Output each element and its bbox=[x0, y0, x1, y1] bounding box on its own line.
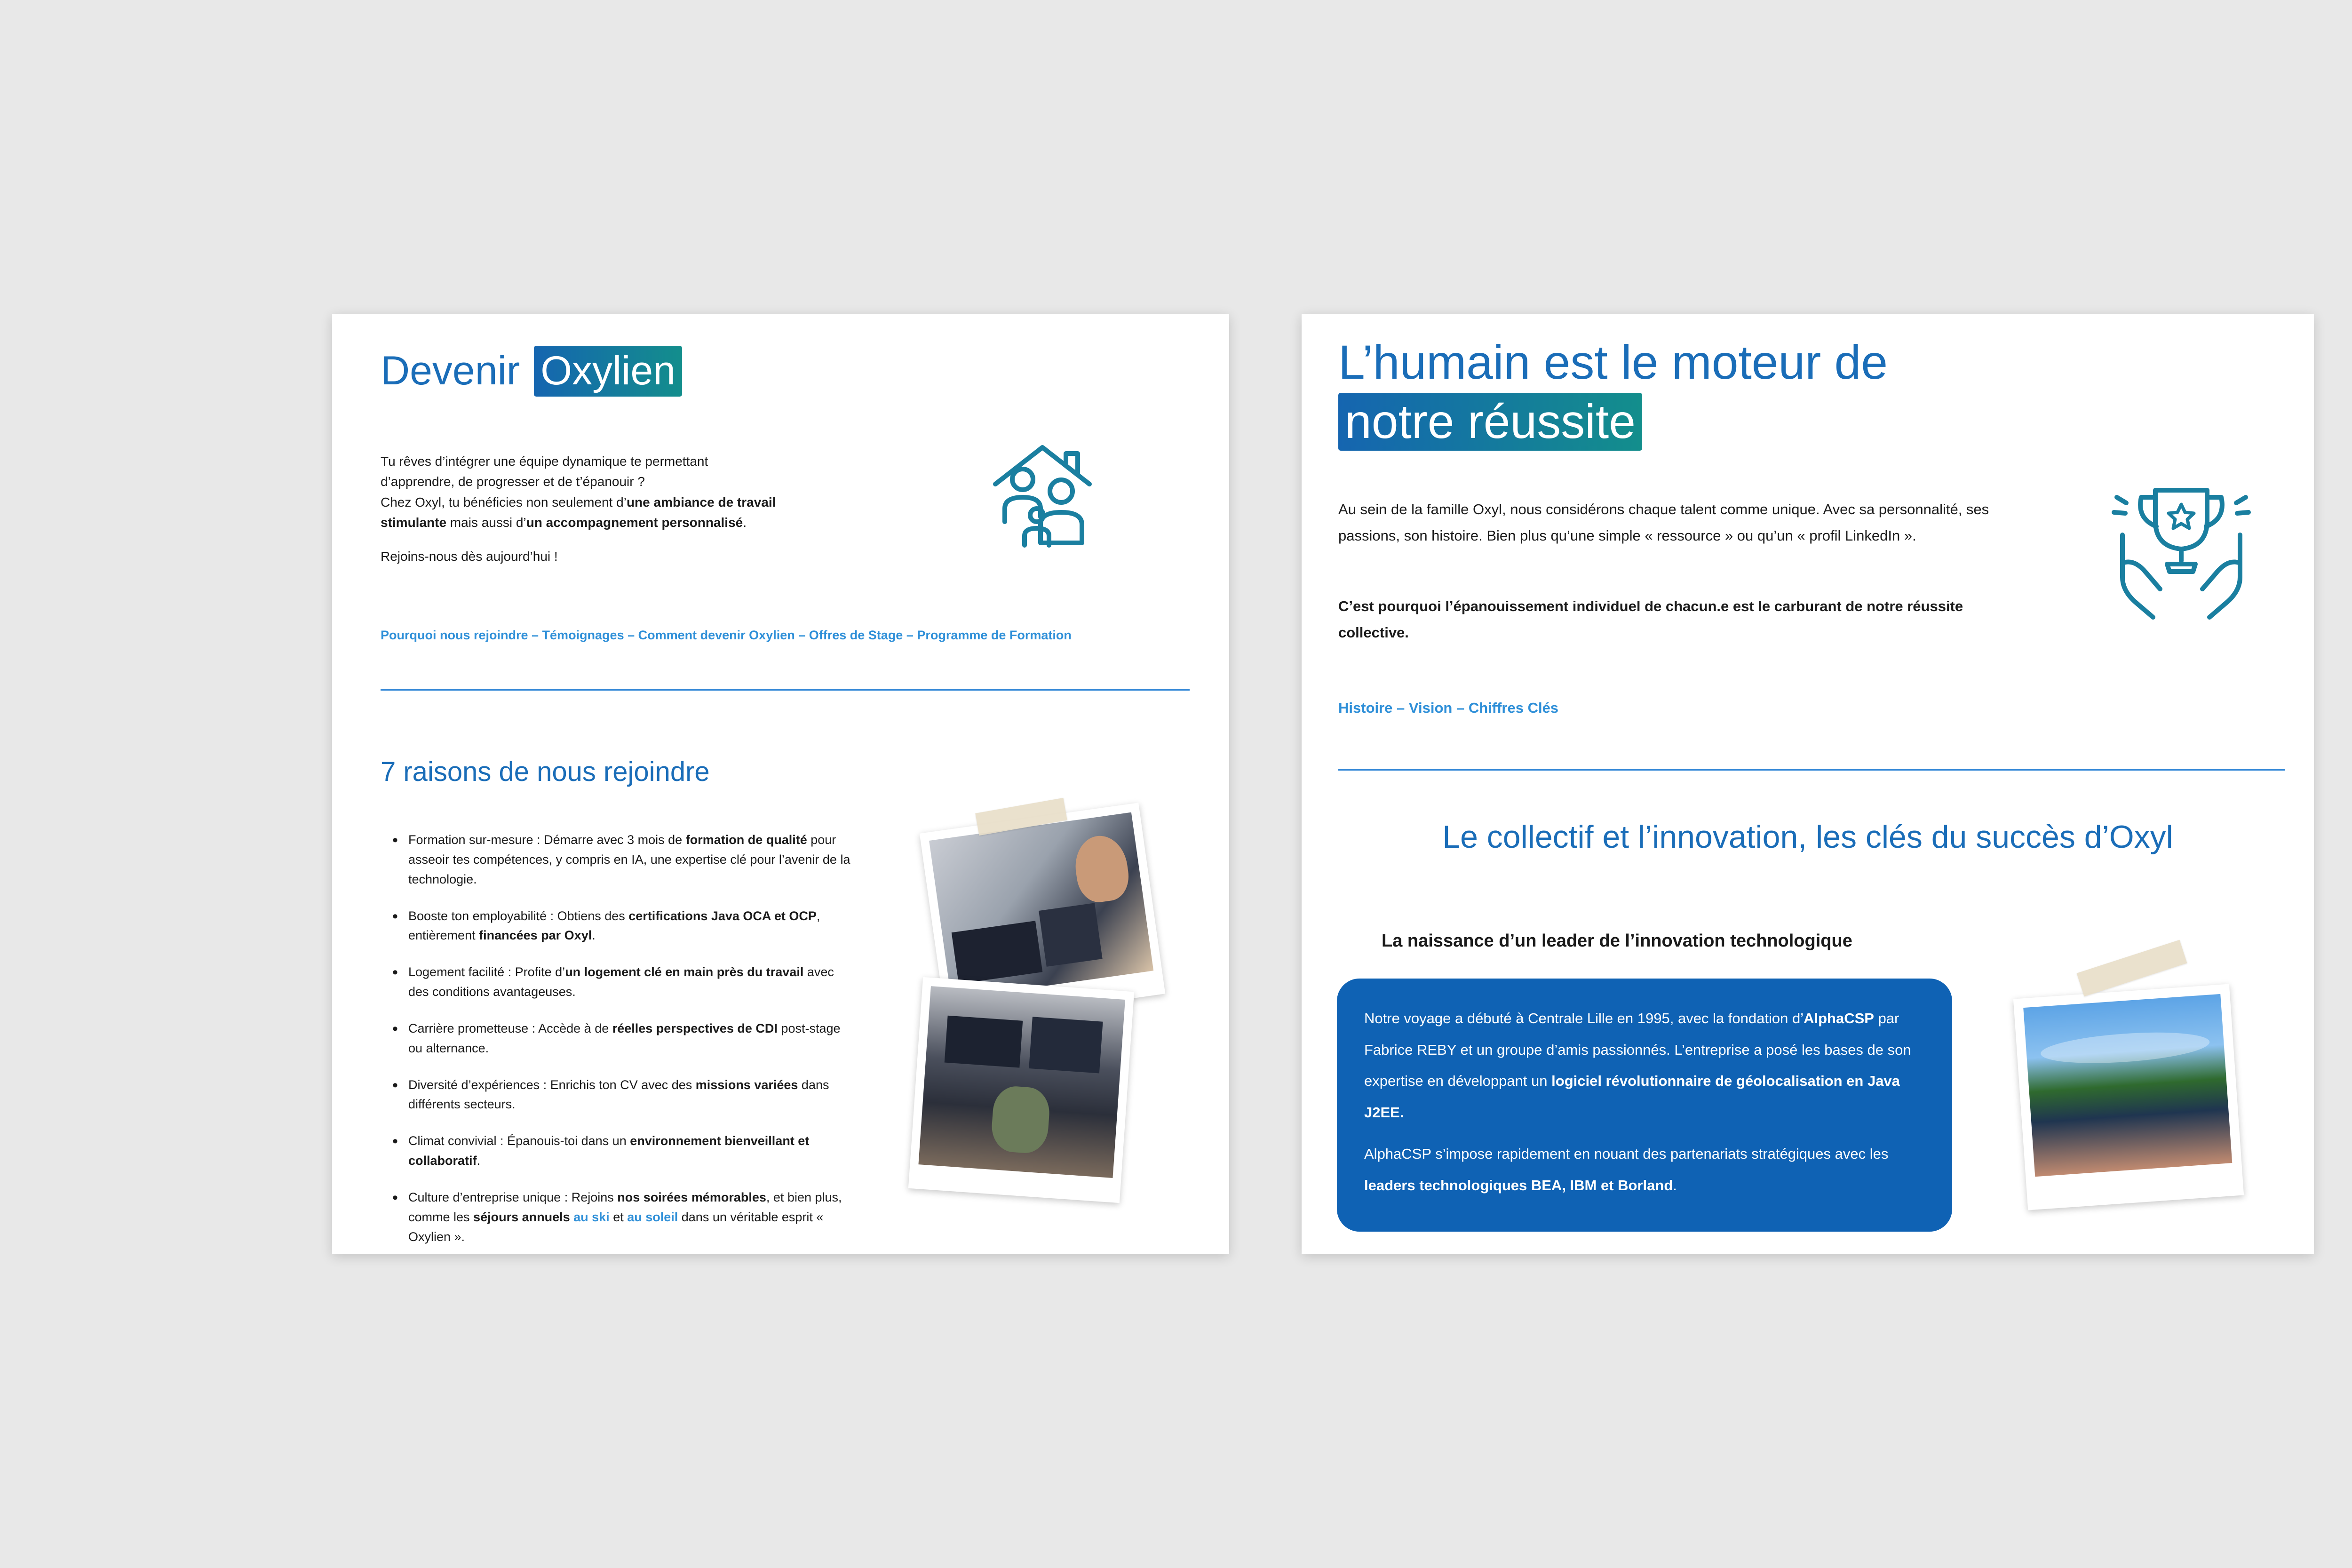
list-item: • Logement facilité : Profite d’un logement clé en main près du travail avec des conditions avantageuses. bbox=[392, 963, 853, 1002]
page-title-plain: Devenir bbox=[381, 348, 520, 393]
section-title: Le collectif et l’innovation, les clés du succès d’Oxyl bbox=[1442, 819, 2173, 855]
nav-link-devenir[interactable]: Comment devenir Oxylien bbox=[638, 628, 795, 642]
group-photo bbox=[2013, 984, 2244, 1210]
house-family-icon bbox=[991, 442, 1094, 550]
list-item: • Formation sur-mesure : Démarre avec 3 mois de formation de qualité pour asseoir tes compétences, y compris en IA, une expertise clé pour l’avenir de la technologie. bbox=[392, 830, 853, 890]
quick-nav: Pourquoi nous rejoindre – Témoignages – Comment devenir Oxylien – Offres de Stage – Programme de Formation bbox=[381, 628, 1072, 642]
team-photo-2 bbox=[908, 977, 1134, 1203]
nav-link-stage[interactable]: Offres de Stage bbox=[809, 628, 903, 642]
nav-link-chiffres[interactable]: Chiffres Clés bbox=[1468, 700, 1559, 716]
page-title-highlight: notre réussite bbox=[1338, 393, 1642, 450]
intro-line-2: d’apprendre, de progresser et de t’épanouir ? bbox=[381, 474, 645, 489]
subsection-title: La naissance d’un leader de l’innovation technologique bbox=[1382, 931, 1852, 951]
list-item: • Culture d’entreprise unique : Rejoins nos soirées mémorables, et bien plus, comme les séjours annuels au ski et au soleil dans un véritable esprit « Oxylien ». bbox=[392, 1188, 853, 1247]
nav-link-vision[interactable]: Vision bbox=[1408, 700, 1453, 716]
page-title-highlight: Oxylien bbox=[534, 346, 682, 397]
intro-call-to-action: Rejoins-nous dès aujourd’hui ! bbox=[381, 549, 558, 564]
list-item: • Climat convivial : Épanouis-toi dans un environnement bienveillant et collaboratif. bbox=[392, 1131, 853, 1171]
nav-link-temoignages[interactable]: Témoignages bbox=[542, 628, 624, 642]
intro-text bbox=[381, 451, 889, 566]
history-card bbox=[1337, 979, 1952, 1232]
intro-paragraph-1: Au sein de la famille Oxyl, nous considérons chaque talent comme unique. Avec sa personnalité, ses passions, son histoire. Bien plus qu’une simple « ressource » ou qu’un « profil LinkedIn ». bbox=[1338, 501, 1989, 544]
intro-paragraph-2: C’est pourquoi l’épanouissement individuel de chacun.e est le carburant de notre réussite collective. bbox=[1338, 598, 1963, 641]
section-divider bbox=[1338, 769, 2285, 771]
section-title: 7 raisons de nous rejoindre bbox=[381, 756, 710, 787]
history-card-paragraph-1: Notre voyage a débuté à Centrale Lille en 1995, avec la fondation d’AlphaCSP par Fabrice REBY et un groupe d’amis passionnés. L’entreprise a posé les bases de son expertise en développant un logiciel révolutionnaire de géolocalisation en Java J2EE. bbox=[1364, 1010, 1911, 1121]
list-item: • Carrière prometteuse : Accède à de réelles perspectives de CDI post-stage ou alternance. bbox=[392, 1019, 853, 1059]
page-title-line-1: L’humain est le moteur de bbox=[1338, 335, 1888, 389]
nav-link-pourquoi[interactable]: Pourquoi nous rejoindre bbox=[381, 628, 528, 642]
reasons-list bbox=[392, 830, 853, 1254]
list-item: • Booste ton employabilité : Obtiens des certifications Java OCA et OCP, entièrement financées par Oxyl. bbox=[392, 907, 853, 946]
history-card-paragraph-2: AlphaCSP s’impose rapidement en nouant des partenariats stratégiques avec les leaders technologiques BEA, IBM et Borland. bbox=[1364, 1146, 1889, 1194]
ski-link[interactable]: au ski bbox=[573, 1210, 610, 1224]
intro-line-1: Tu rêves d’intégrer une équipe dynamique te permettant bbox=[381, 454, 708, 469]
intro-paragraph-2: Chez Oxyl, tu bénéficies non seulement d’une ambiance de travail stimulante mais aussi d’un accompagnement personnalisé. bbox=[381, 494, 776, 530]
quick-nav: Histoire – Vision – Chiffres Clés bbox=[1338, 700, 1559, 716]
trophy-hands-icon bbox=[2108, 483, 2254, 624]
page-title bbox=[381, 346, 682, 397]
nav-link-formation[interactable]: Programme de Formation bbox=[917, 628, 1072, 642]
nav-link-histoire[interactable]: Histoire bbox=[1338, 700, 1393, 716]
left-page-panel bbox=[332, 314, 1229, 1254]
right-page-panel bbox=[1302, 314, 2314, 1254]
list-item: • Diversité d’expériences : Enrichis ton CV avec des missions variées dans différents secteurs. bbox=[392, 1075, 853, 1115]
section-divider bbox=[381, 689, 1190, 691]
soleil-link[interactable]: au soleil bbox=[627, 1210, 678, 1224]
page-title bbox=[1338, 334, 1888, 451]
